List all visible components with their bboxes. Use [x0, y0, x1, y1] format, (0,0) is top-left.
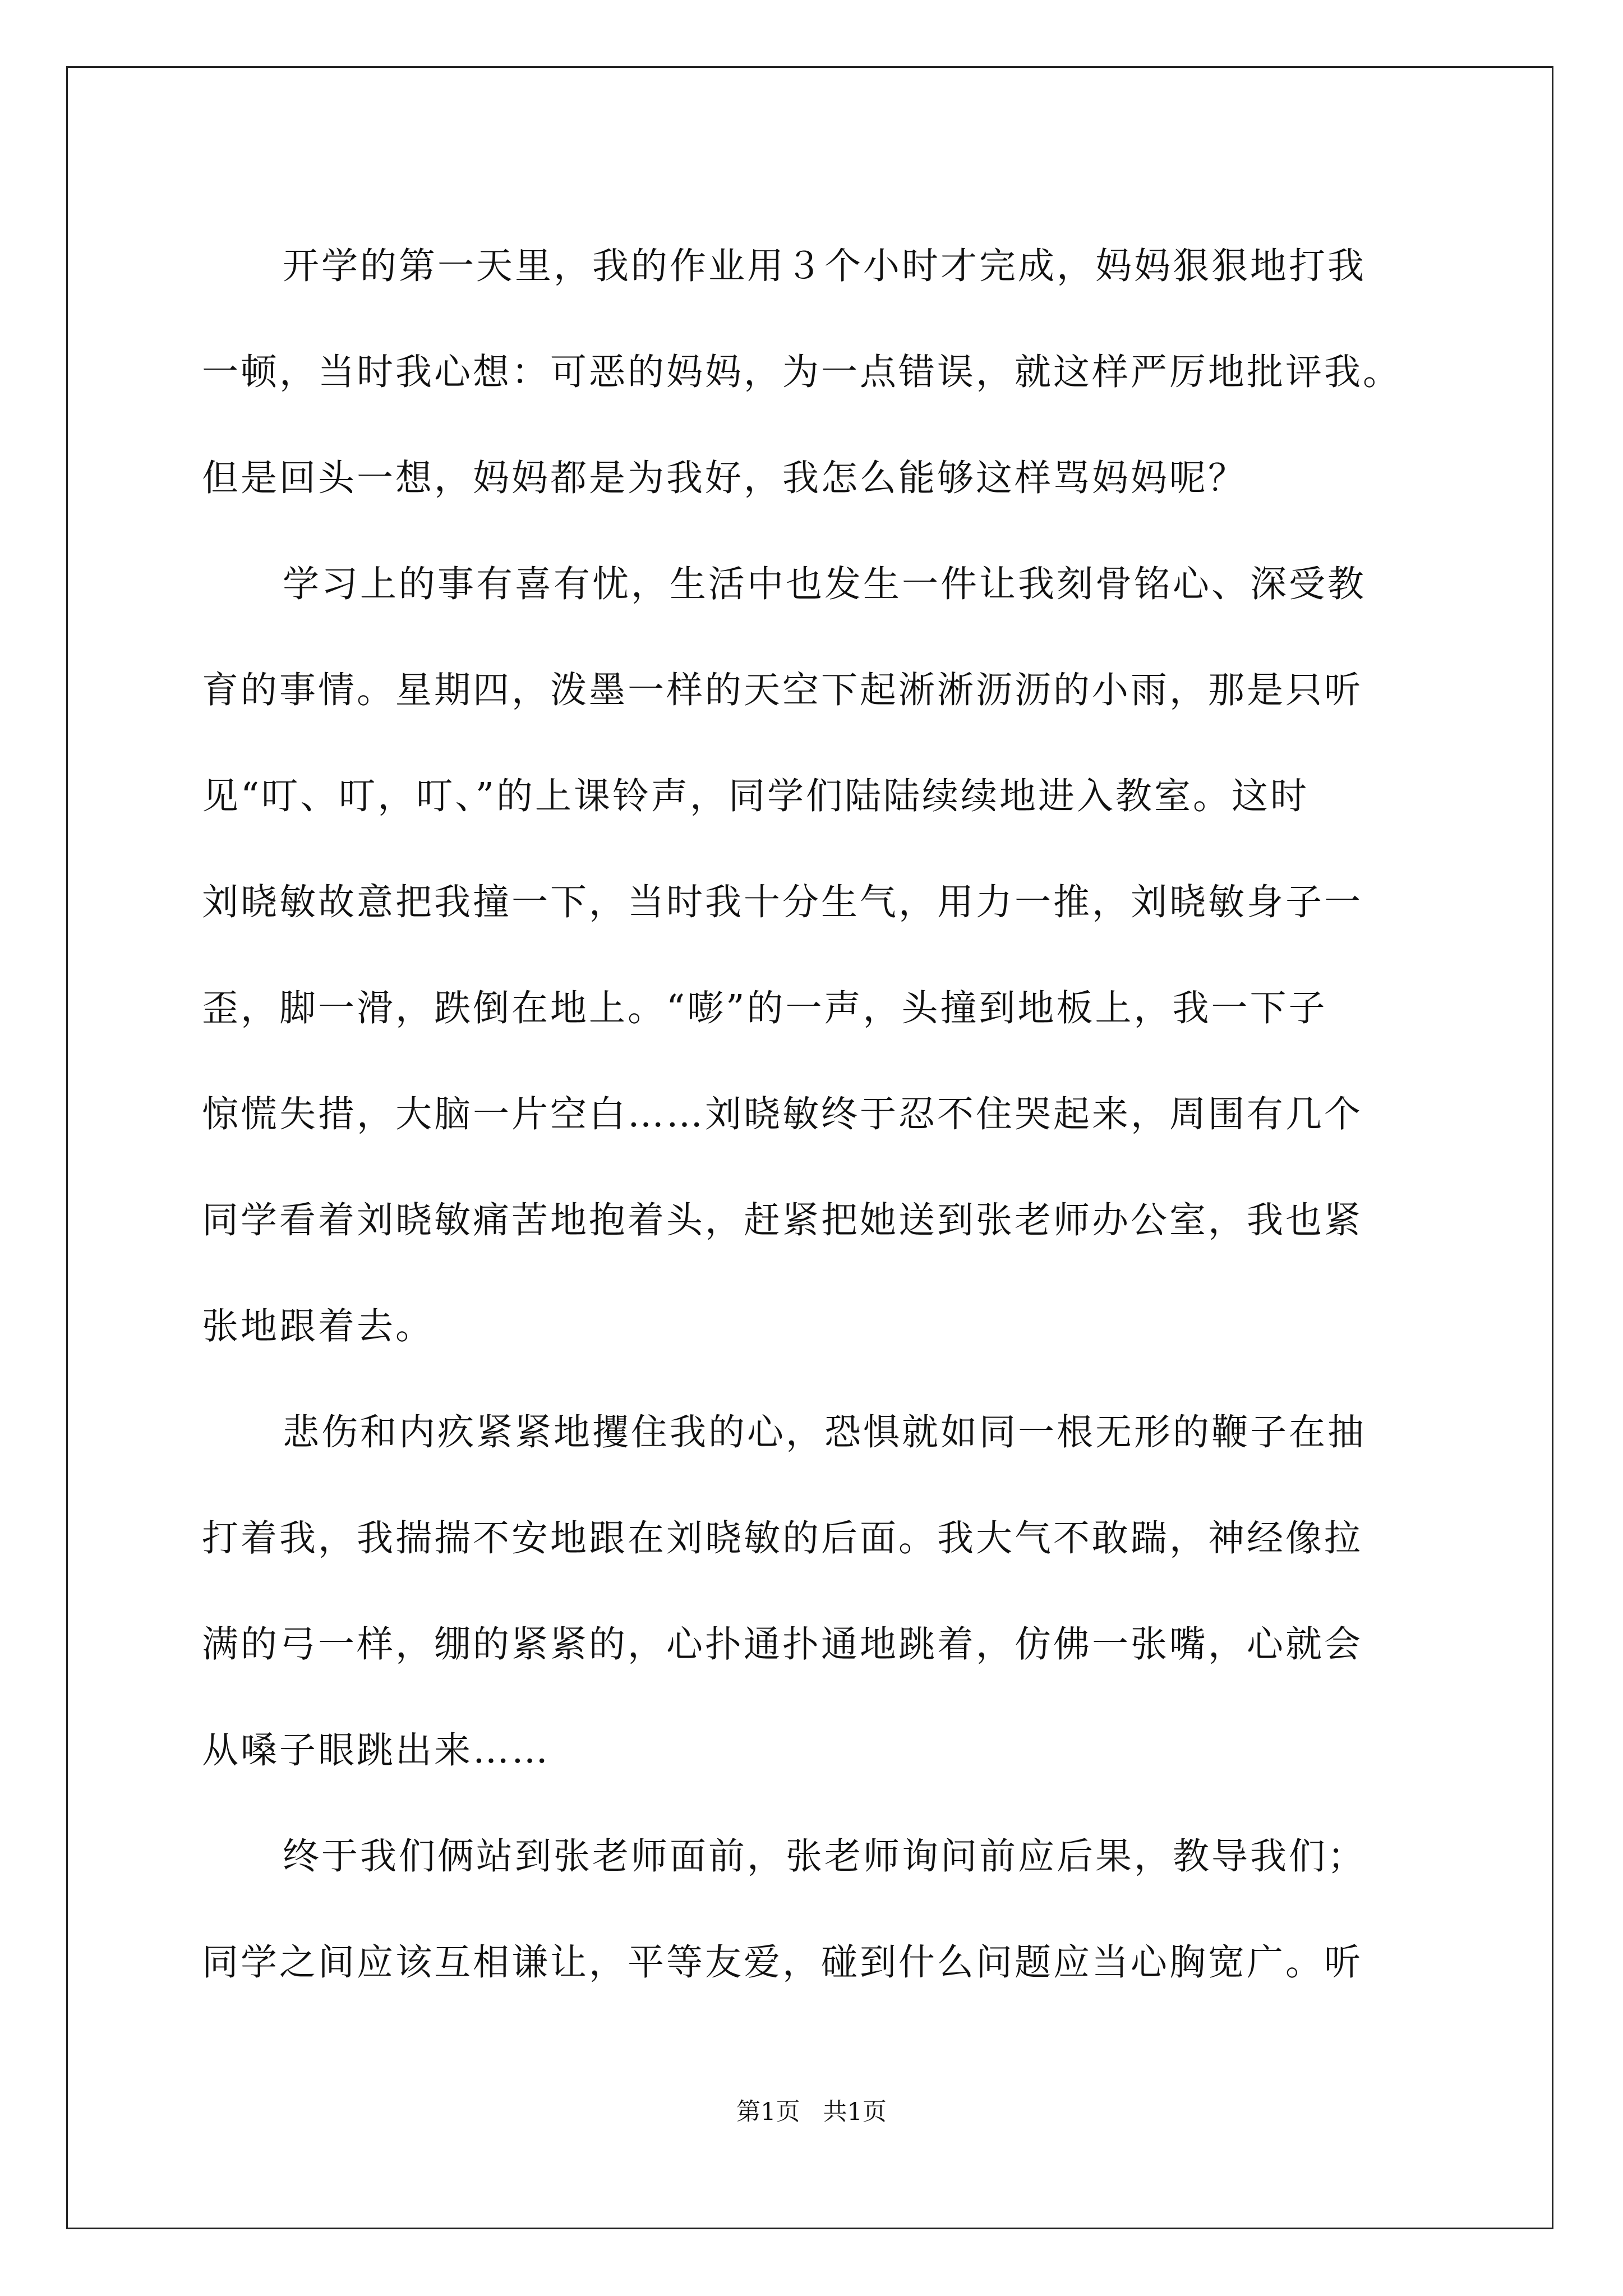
paragraph-1-line-2: 一顿，当时我心想：可恶的妈妈，为一点错误，就这样严厉地批评我。 [202, 351, 1402, 393]
paragraph-3-line-3: 满的弓一样，绷的紧紧的，心扑通扑通地跳着，仿佛一张嘴，心就会 [202, 1623, 1363, 1665]
paragraph-2-line-1: 学习上的事有喜有忧，生活中也发生一件让我刻骨铭心、深受教 [283, 563, 1367, 605]
paragraph-4-line-2: 同学之间应该互相谦让，平等友爱，碰到什么问题应当心胸宽广。听 [202, 1941, 1363, 1984]
paragraph-2-line-2: 育的事情。星期四，泼墨一样的天空下起淅淅沥沥的小雨，那是只听 [202, 669, 1363, 711]
paragraph-2-line-4: 刘晓敏故意把我撞一下，当时我十分生气，用力一推，刘晓敏身子一 [202, 881, 1363, 923]
paragraph-3-line-2: 打着我，我揣揣不安地跟在刘晓敏的后面。我大气不敢踹，神经像拉 [202, 1517, 1363, 1559]
paragraph-1-line-1: 开学的第一天里，我的作业用３个小时才完成，妈妈狠狠地打我 [283, 245, 1367, 287]
paragraph-3-line-1: 悲伤和内疚紧紧地攫住我的心，恐惧就如同一根无形的鞭子在抽 [283, 1411, 1367, 1453]
document-body [202, 213, 1436, 2016]
paragraph-2-line-5: 歪，脚一滑，跌倒在地上。“嘭”的一声，头撞到地板上，我一下子 [202, 987, 1327, 1029]
page-footer: 第1页 共1页 [736, 2098, 887, 2126]
paragraph-3-line-4: 从嗓子眼跳出来…… [202, 1729, 551, 1772]
paragraph-2-line-8: 张地跟着去。 [202, 1305, 435, 1347]
paragraph-2-line-6: 惊慌失措，大脑一片空白……刘晓敏终于忍不住哭起来，周围有几个 [202, 1093, 1363, 1135]
paragraph-2-line-3: 见“叮、叮，叮、”的上课铃声，同学们陆陆续续地进入教室。这时 [202, 775, 1309, 817]
paragraph-2-line-7: 同学看着刘晓敏痛苦地抱着头，赶紧把她送到张老师办公室，我也紧 [202, 1199, 1363, 1241]
paragraph-4-line-1: 终于我们俩站到张老师面前，张老师询问前应后果，教导我们； [283, 1835, 1367, 1878]
paragraph-1-line-3: 但是回头一想，妈妈都是为我好，我怎么能够这样骂妈妈呢？ [202, 457, 1247, 499]
